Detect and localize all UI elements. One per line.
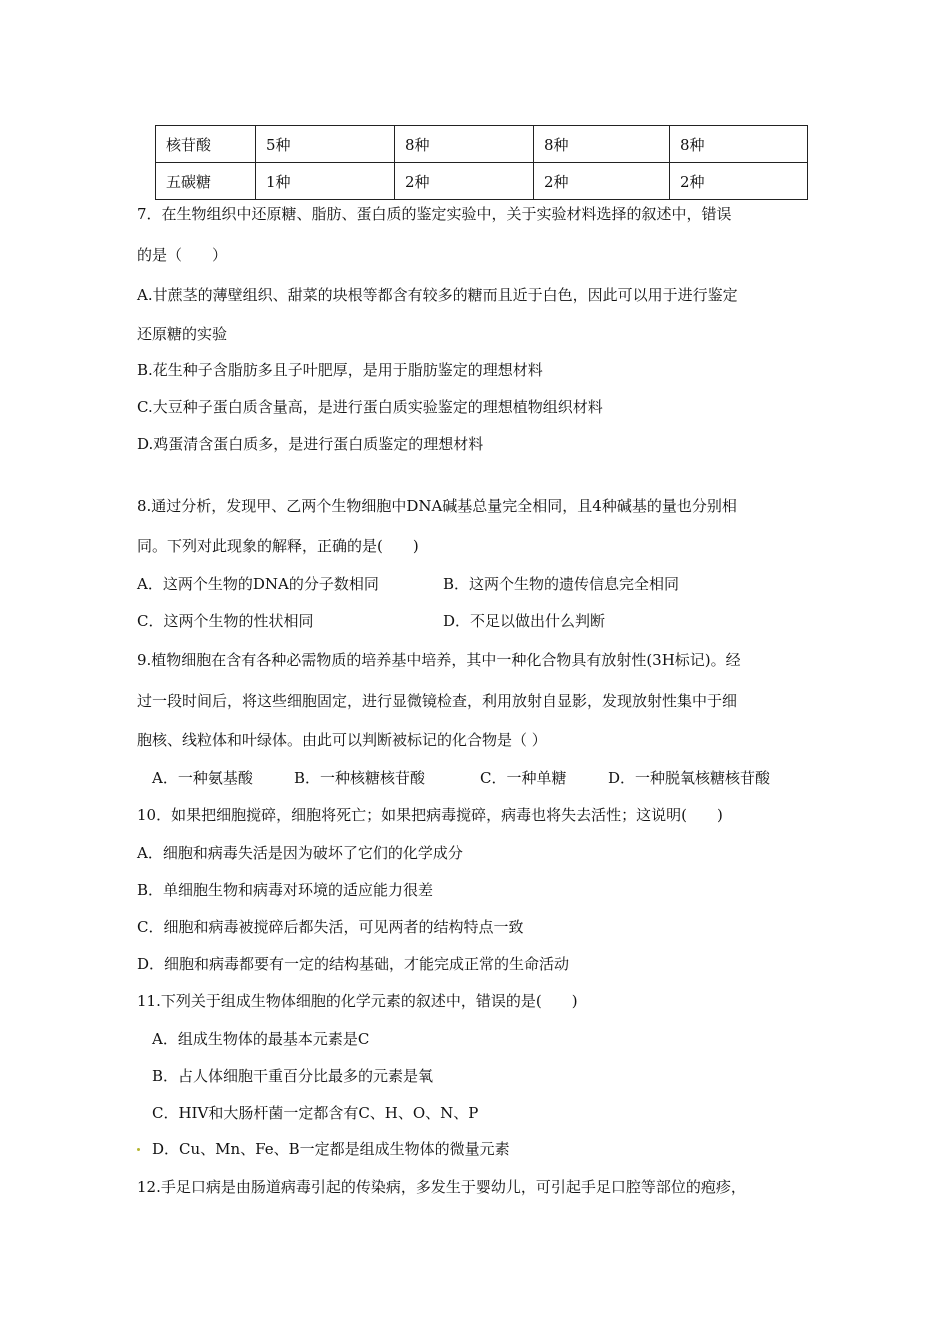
q9-option-b: B．一种核糖核苷酸	[294, 769, 426, 787]
q7-option-a-line2: 还原糖的实验	[137, 325, 228, 343]
table-cell: 8种	[670, 126, 808, 163]
q8-stem-line2: 同。下列对此现象的解释，正确的是( )	[137, 537, 419, 555]
q11-stem: 11.下列关于组成生物体细胞的化学元素的叙述中，错误的是( )	[137, 992, 578, 1010]
q9-stem-line1: 9.植物细胞在含有各种必需物质的培养基中培养，其中一种化合物具有放射性(3H标记)。经	[137, 651, 741, 669]
q10-option-b: B．单细胞生物和病毒对环境的适应能力很差	[137, 881, 434, 899]
q11-option-d: D．Cu、Mn、Fe、B一定都是组成生物体的微量元素	[152, 1140, 510, 1158]
table-cell: 1种	[256, 163, 395, 200]
q8-stem-line1: 8.通过分析，发现甲、乙两个生物细胞中DNA碱基总量完全相同，且4种碱基的量也分别相	[137, 497, 737, 515]
q9-stem-line3: 胞核、线粒体和叶绿体。由此可以判断被标记的化合物是（ ）	[137, 731, 547, 749]
q7-option-b: B.花生种子含脂肪多且子叶肥厚，是用于脂肪鉴定的理想材料	[137, 361, 543, 379]
q9-option-c: C．一种单糖	[480, 769, 567, 787]
q7-option-d: D.鸡蛋清含蛋白质多，是进行蛋白质鉴定的理想材料	[137, 435, 484, 453]
q8-option-a: A．这两个生物的DNA的分子数相同	[137, 575, 379, 593]
q8-option-c: C．这两个生物的性状相同	[137, 612, 314, 630]
q9-option-a: A．一种氨基酸	[152, 769, 253, 787]
table-cell: 5种	[256, 126, 395, 163]
q10-option-d: D．细胞和病毒都要有一定的结构基础，才能完成正常的生命活动	[137, 955, 570, 973]
q10-stem: 10．如果把细胞搅碎，细胞将死亡；如果把病毒搅碎，病毒也将失去活性；这说明( )	[137, 806, 723, 824]
table-cell: 核苷酸	[156, 126, 256, 163]
table-cell: 2种	[534, 163, 670, 200]
table-cell: 2种	[395, 163, 534, 200]
table-row	[156, 126, 808, 163]
q7-option-c: C.大豆种子蛋白质含量高，是进行蛋白质实验鉴定的理想植物组织材料	[137, 398, 603, 416]
stray-dot-mark	[137, 1148, 140, 1151]
q9-stem-line2: 过一段时间后，将这些细胞固定，进行显微镜检查，利用放射自显影，发现放射性集中于细	[137, 692, 738, 710]
q7-stem-line1: 7．在生物组织中还原糖、脂肪、蛋白质的鉴定实验中，关于实验材料选择的叙述中，错误	[137, 205, 732, 223]
q7-stem-line2: 的是（ ）	[137, 246, 228, 264]
q8-option-d: D．不足以做出什么判断	[443, 612, 606, 630]
q11-option-c: C．HIV和大肠杆菌一定都含有C、H、O、N、P	[152, 1104, 479, 1122]
table-cell: 2种	[670, 163, 808, 200]
table-cell: 8种	[534, 126, 670, 163]
q10-option-a: A．细胞和病毒失活是因为破坏了它们的化学成分	[137, 844, 463, 862]
table-row	[156, 163, 808, 200]
q12-stem-line1: 12.手足口病是由肠道病毒引起的传染病，多发生于婴幼儿，可引起手足口腔等部位的疱疹，	[137, 1178, 746, 1196]
q9-option-d: D．一种脱氧核糖核苷酸	[608, 769, 771, 787]
q11-option-a: A．组成生物体的最基本元素是C	[152, 1030, 370, 1048]
q10-option-c: C．细胞和病毒被搅碎后都失活，可见两者的结构特点一致	[137, 918, 524, 936]
q8-option-b: B．这两个生物的遗传信息完全相同	[443, 575, 680, 593]
q11-option-b: B．占人体细胞干重百分比最多的元素是氧	[152, 1067, 434, 1085]
table-cell: 8种	[395, 126, 534, 163]
table-cell: 五碳糖	[156, 163, 256, 200]
q7-option-a-line1: A.甘蔗茎的薄壁组织、甜菜的块根等都含有较多的糖而且近于白色，因此可以用于进行鉴定	[137, 286, 738, 304]
nucleic-acid-comparison-table	[155, 125, 808, 200]
